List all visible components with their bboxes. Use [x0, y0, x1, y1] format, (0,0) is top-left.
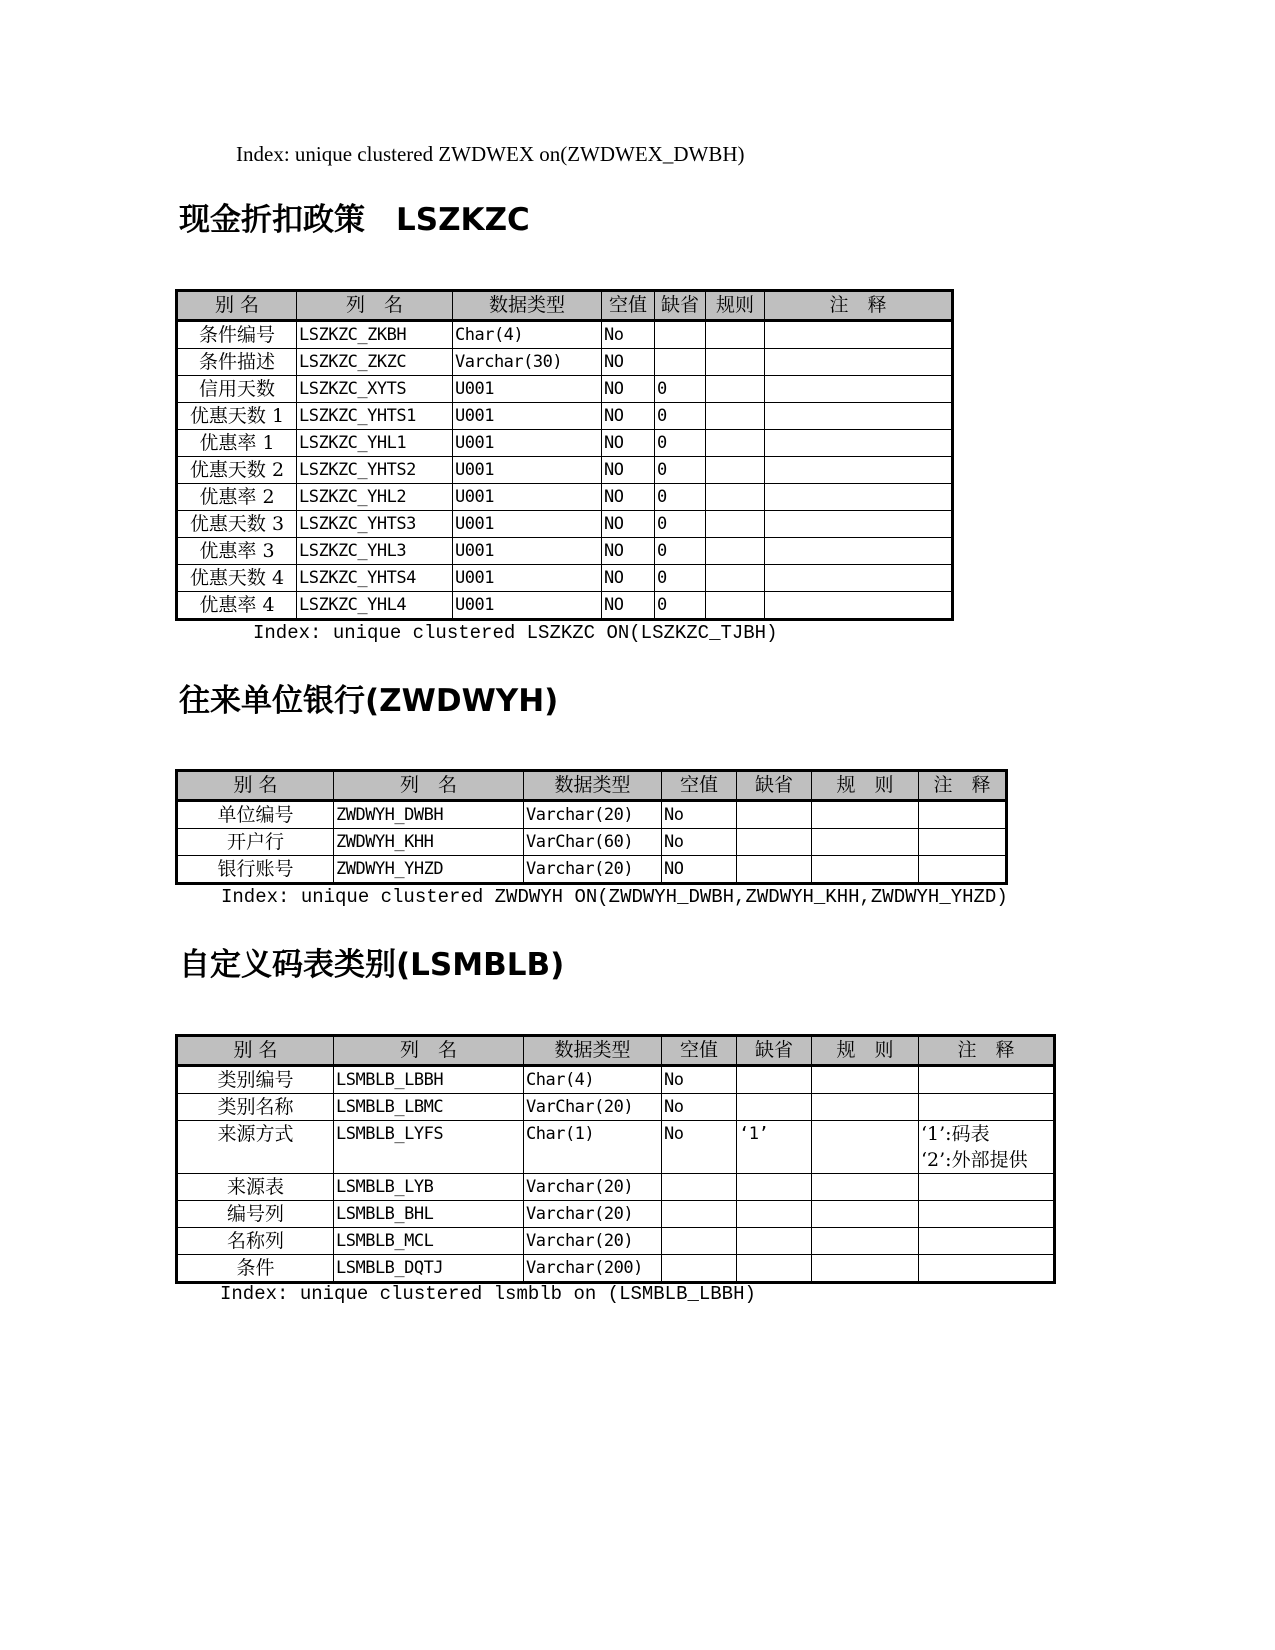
cell-column-name: LSZKZC_YHTS3: [297, 511, 453, 538]
cell-comment: [919, 1066, 1055, 1094]
cell-comment: [765, 349, 953, 376]
cell-alias: 优惠率 4: [177, 592, 297, 620]
cell-data-type: Varchar(30): [453, 349, 602, 376]
cell-column-name: LSMBLB_LBBH: [334, 1066, 524, 1094]
cell-column-name: LSZKZC_ZKBH: [297, 321, 453, 349]
table-row: [177, 376, 953, 403]
cell-nullable: NO: [602, 484, 655, 511]
cell-default: [737, 1228, 812, 1255]
cell-column-name: LSZKZC_YHTS4: [297, 565, 453, 592]
cell-column-name: ZWDWYH_YHZD: [334, 856, 524, 884]
cell-rule: [706, 430, 765, 457]
cell-rule: [706, 511, 765, 538]
cell-rule: [812, 801, 919, 829]
cell-comment: [765, 484, 953, 511]
comment-line: ‘2’:外部提供: [921, 1149, 1028, 1171]
table-row: [177, 511, 953, 538]
cell-nullable: No: [662, 1066, 737, 1094]
header-comment: 注 释: [765, 291, 953, 321]
cell-comment: [919, 829, 1007, 856]
cell-nullable: No: [662, 801, 737, 829]
cell-column-name: LSMBLB_DQTJ: [334, 1255, 524, 1283]
cell-data-type: U001: [453, 511, 602, 538]
cell-comment: [919, 1094, 1055, 1121]
cell-alias: 条件: [177, 1255, 334, 1283]
section-title-zwdwyh: 往来单位银行(ZWDWYH): [179, 683, 559, 719]
cell-default: 0: [655, 484, 706, 511]
table-row: [177, 801, 1007, 829]
header-data-type: 数据类型: [524, 771, 662, 801]
cell-rule: [706, 376, 765, 403]
table-row: [177, 321, 953, 349]
cell-comment: [765, 538, 953, 565]
cell-rule: [706, 321, 765, 349]
cell-column-name: LSZKZC_XYTS: [297, 376, 453, 403]
cell-alias: 信用天数: [177, 376, 297, 403]
cell-nullable: No: [662, 829, 737, 856]
cell-default: 0: [655, 511, 706, 538]
table-lsmblb: [175, 1034, 1056, 1284]
cell-default: 0: [655, 430, 706, 457]
cell-column-name: LSZKZC_YHL4: [297, 592, 453, 620]
cell-data-type: U001: [453, 538, 602, 565]
cell-data-type: Char(4): [453, 321, 602, 349]
header-comment: 注 释: [919, 771, 1007, 801]
cell-default: [737, 1066, 812, 1094]
cell-data-type: U001: [453, 457, 602, 484]
cell-default: [655, 321, 706, 349]
cell-alias: 优惠天数 1: [177, 403, 297, 430]
cell-comment: [919, 1201, 1055, 1228]
header-rule: 规 则: [812, 1036, 919, 1066]
cell-rule: [812, 829, 919, 856]
cell-comment: [765, 430, 953, 457]
header-column-name: 列 名: [297, 291, 453, 321]
cell-data-type: Varchar(20): [524, 856, 662, 884]
cell-column-name: LSMBLB_LYFS: [334, 1121, 524, 1174]
table-row: [177, 484, 953, 511]
cell-column-name: LSZKZC_YHTS2: [297, 457, 453, 484]
cell-rule: [812, 1201, 919, 1228]
cell-default: [737, 1174, 812, 1201]
comment-line: ‘1’:码表: [921, 1123, 990, 1145]
cell-rule: [706, 349, 765, 376]
section-title-lszkzc: 现金折扣政策 LSZKZC: [179, 202, 530, 238]
cell-nullable: NO: [602, 349, 655, 376]
cell-nullable: [662, 1228, 737, 1255]
cell-comment: [765, 511, 953, 538]
cell-alias: 开户行: [177, 829, 334, 856]
cell-rule: [812, 1174, 919, 1201]
index-lsmblb: Index: unique clustered lsmblb on (LSMBLB_LBBH): [220, 1283, 756, 1305]
header-nullable: 空值: [662, 1036, 737, 1066]
cell-alias: 名称列: [177, 1228, 334, 1255]
header-default: 缺省: [737, 1036, 812, 1066]
cell-nullable: [662, 1201, 737, 1228]
cell-default: 0: [655, 538, 706, 565]
header-comment: 注 释: [919, 1036, 1055, 1066]
cell-comment: [919, 856, 1007, 884]
cell-alias: 来源方式: [177, 1121, 334, 1174]
table-row: [177, 403, 953, 430]
cell-rule: [812, 856, 919, 884]
cell-alias: 优惠天数 4: [177, 565, 297, 592]
cell-nullable: NO: [602, 457, 655, 484]
cell-rule: [812, 1094, 919, 1121]
cell-nullable: NO: [602, 565, 655, 592]
cell-default: [737, 829, 812, 856]
cell-default: [655, 349, 706, 376]
cell-data-type: Char(4): [524, 1066, 662, 1094]
cell-nullable: NO: [602, 538, 655, 565]
cell-alias: 优惠天数 2: [177, 457, 297, 484]
cell-nullable: [662, 1255, 737, 1283]
cell-nullable: NO: [602, 403, 655, 430]
cell-column-name: LSMBLB_LBMC: [334, 1094, 524, 1121]
cell-comment: [919, 1255, 1055, 1283]
cell-data-type: Varchar(20): [524, 801, 662, 829]
cell-data-type: U001: [453, 565, 602, 592]
header-alias: 别 名: [177, 771, 334, 801]
cell-default: 0: [655, 457, 706, 484]
table-row: [177, 1094, 1055, 1121]
header-column-name: 列 名: [334, 1036, 524, 1066]
table-row: [177, 1228, 1055, 1255]
cell-rule: [706, 592, 765, 620]
cell-comment: [919, 1174, 1055, 1201]
cell-column-name: LSMBLB_MCL: [334, 1228, 524, 1255]
cell-data-type: U001: [453, 403, 602, 430]
cell-nullable: NO: [602, 376, 655, 403]
table-row: [177, 1066, 1055, 1094]
cell-comment: [765, 403, 953, 430]
cell-column-name: LSMBLB_BHL: [334, 1201, 524, 1228]
header-default: 缺省: [655, 291, 706, 321]
cell-default: [737, 1255, 812, 1283]
table-lszkzc: [175, 289, 954, 621]
cell-nullable: NO: [662, 856, 737, 884]
cell-rule: [812, 1121, 919, 1174]
cell-comment: [919, 1228, 1055, 1255]
cell-rule: [706, 403, 765, 430]
header-rule: 规则: [706, 291, 765, 321]
cell-column-name: LSZKZC_YHL2: [297, 484, 453, 511]
cell-rule: [706, 538, 765, 565]
cell-column-name: ZWDWYH_DWBH: [334, 801, 524, 829]
cell-alias: 条件描述: [177, 349, 297, 376]
cell-nullable: NO: [602, 430, 655, 457]
cell-alias: 优惠率 2: [177, 484, 297, 511]
cell-alias: 优惠天数 3: [177, 511, 297, 538]
cell-comment: [765, 376, 953, 403]
cell-data-type: U001: [453, 484, 602, 511]
cell-default: [737, 801, 812, 829]
cell-comment: [919, 801, 1007, 829]
cell-default: 0: [655, 565, 706, 592]
header-data-type: 数据类型: [453, 291, 602, 321]
cell-comment: [919, 1121, 1055, 1174]
cell-comment: [765, 457, 953, 484]
table-row: [177, 457, 953, 484]
table-row: [177, 1174, 1055, 1201]
cell-data-type: U001: [453, 376, 602, 403]
table-row: [177, 1201, 1055, 1228]
cell-column-name: LSZKZC_ZKZC: [297, 349, 453, 376]
cell-rule: [812, 1228, 919, 1255]
top-index-text: Index: unique clustered ZWDWEX on(ZWDWEX_DWBH): [236, 142, 745, 166]
header-rule: 规 则: [812, 771, 919, 801]
cell-default: 0: [655, 403, 706, 430]
cell-alias: 来源表: [177, 1174, 334, 1201]
index-zwdwyh: Index: unique clustered ZWDWYH ON(ZWDWYH_DWBH,ZWDWYH_KHH,ZWDWYH_YHZD): [221, 886, 1008, 908]
cell-rule: [812, 1066, 919, 1094]
cell-data-type: VarChar(60): [524, 829, 662, 856]
index-lszkzc: Index: unique clustered LSZKZC ON(LSZKZC_TJBH): [253, 622, 778, 644]
cell-rule: [812, 1255, 919, 1283]
cell-rule: [706, 565, 765, 592]
header-nullable: 空值: [602, 291, 655, 321]
cell-default: [737, 1201, 812, 1228]
cell-column-name: LSZKZC_YHTS1: [297, 403, 453, 430]
cell-data-type: VarChar(20): [524, 1094, 662, 1121]
cell-comment: [765, 321, 953, 349]
table-row: [177, 592, 953, 620]
cell-alias: 类别编号: [177, 1066, 334, 1094]
cell-comment: [765, 565, 953, 592]
cell-default: [737, 1094, 812, 1121]
cell-data-type: Varchar(200): [524, 1255, 662, 1283]
cell-alias: 单位编号: [177, 801, 334, 829]
cell-default: [737, 856, 812, 884]
cell-data-type: Varchar(20): [524, 1201, 662, 1228]
cell-column-name: LSZKZC_YHL1: [297, 430, 453, 457]
cell-data-type: U001: [453, 430, 602, 457]
header-nullable: 空值: [662, 771, 737, 801]
cell-nullable: NO: [602, 511, 655, 538]
cell-nullable: No: [662, 1094, 737, 1121]
section-title-lsmblb: 自定义码表类别(LSMBLB): [179, 947, 565, 983]
table-row: [177, 430, 953, 457]
cell-default: ‘1’: [737, 1121, 812, 1174]
cell-column-name: LSMBLB_LYB: [334, 1174, 524, 1201]
header-column-name: 列 名: [334, 771, 524, 801]
cell-rule: [706, 484, 765, 511]
cell-rule: [706, 457, 765, 484]
table-row: [177, 565, 953, 592]
header-alias: 别 名: [177, 1036, 334, 1066]
cell-nullable: NO: [602, 592, 655, 620]
cell-column-name: LSZKZC_YHL3: [297, 538, 453, 565]
cell-alias: 编号列: [177, 1201, 334, 1228]
cell-comment: [765, 592, 953, 620]
header-alias: 别 名: [177, 291, 297, 321]
table-row: [177, 856, 1007, 884]
cell-data-type: Char(1): [524, 1121, 662, 1174]
cell-nullable: No: [662, 1121, 737, 1174]
cell-default: 0: [655, 592, 706, 620]
cell-nullable: [662, 1174, 737, 1201]
cell-data-type: Varchar(20): [524, 1228, 662, 1255]
cell-default: 0: [655, 376, 706, 403]
table-row: [177, 1255, 1055, 1283]
cell-data-type: Varchar(20): [524, 1174, 662, 1201]
cell-alias: 条件编号: [177, 321, 297, 349]
header-data-type: 数据类型: [524, 1036, 662, 1066]
cell-nullable: No: [602, 321, 655, 349]
table-zwdwyh: [175, 769, 1008, 885]
cell-column-name: ZWDWYH_KHH: [334, 829, 524, 856]
cell-alias: 优惠率 3: [177, 538, 297, 565]
header-default: 缺省: [737, 771, 812, 801]
cell-alias: 优惠率 1: [177, 430, 297, 457]
table-row: [177, 1121, 1055, 1174]
cell-alias: 银行账号: [177, 856, 334, 884]
table-row: [177, 829, 1007, 856]
cell-data-type: U001: [453, 592, 602, 620]
table-row: [177, 538, 953, 565]
table-row: [177, 349, 953, 376]
cell-alias: 类别名称: [177, 1094, 334, 1121]
